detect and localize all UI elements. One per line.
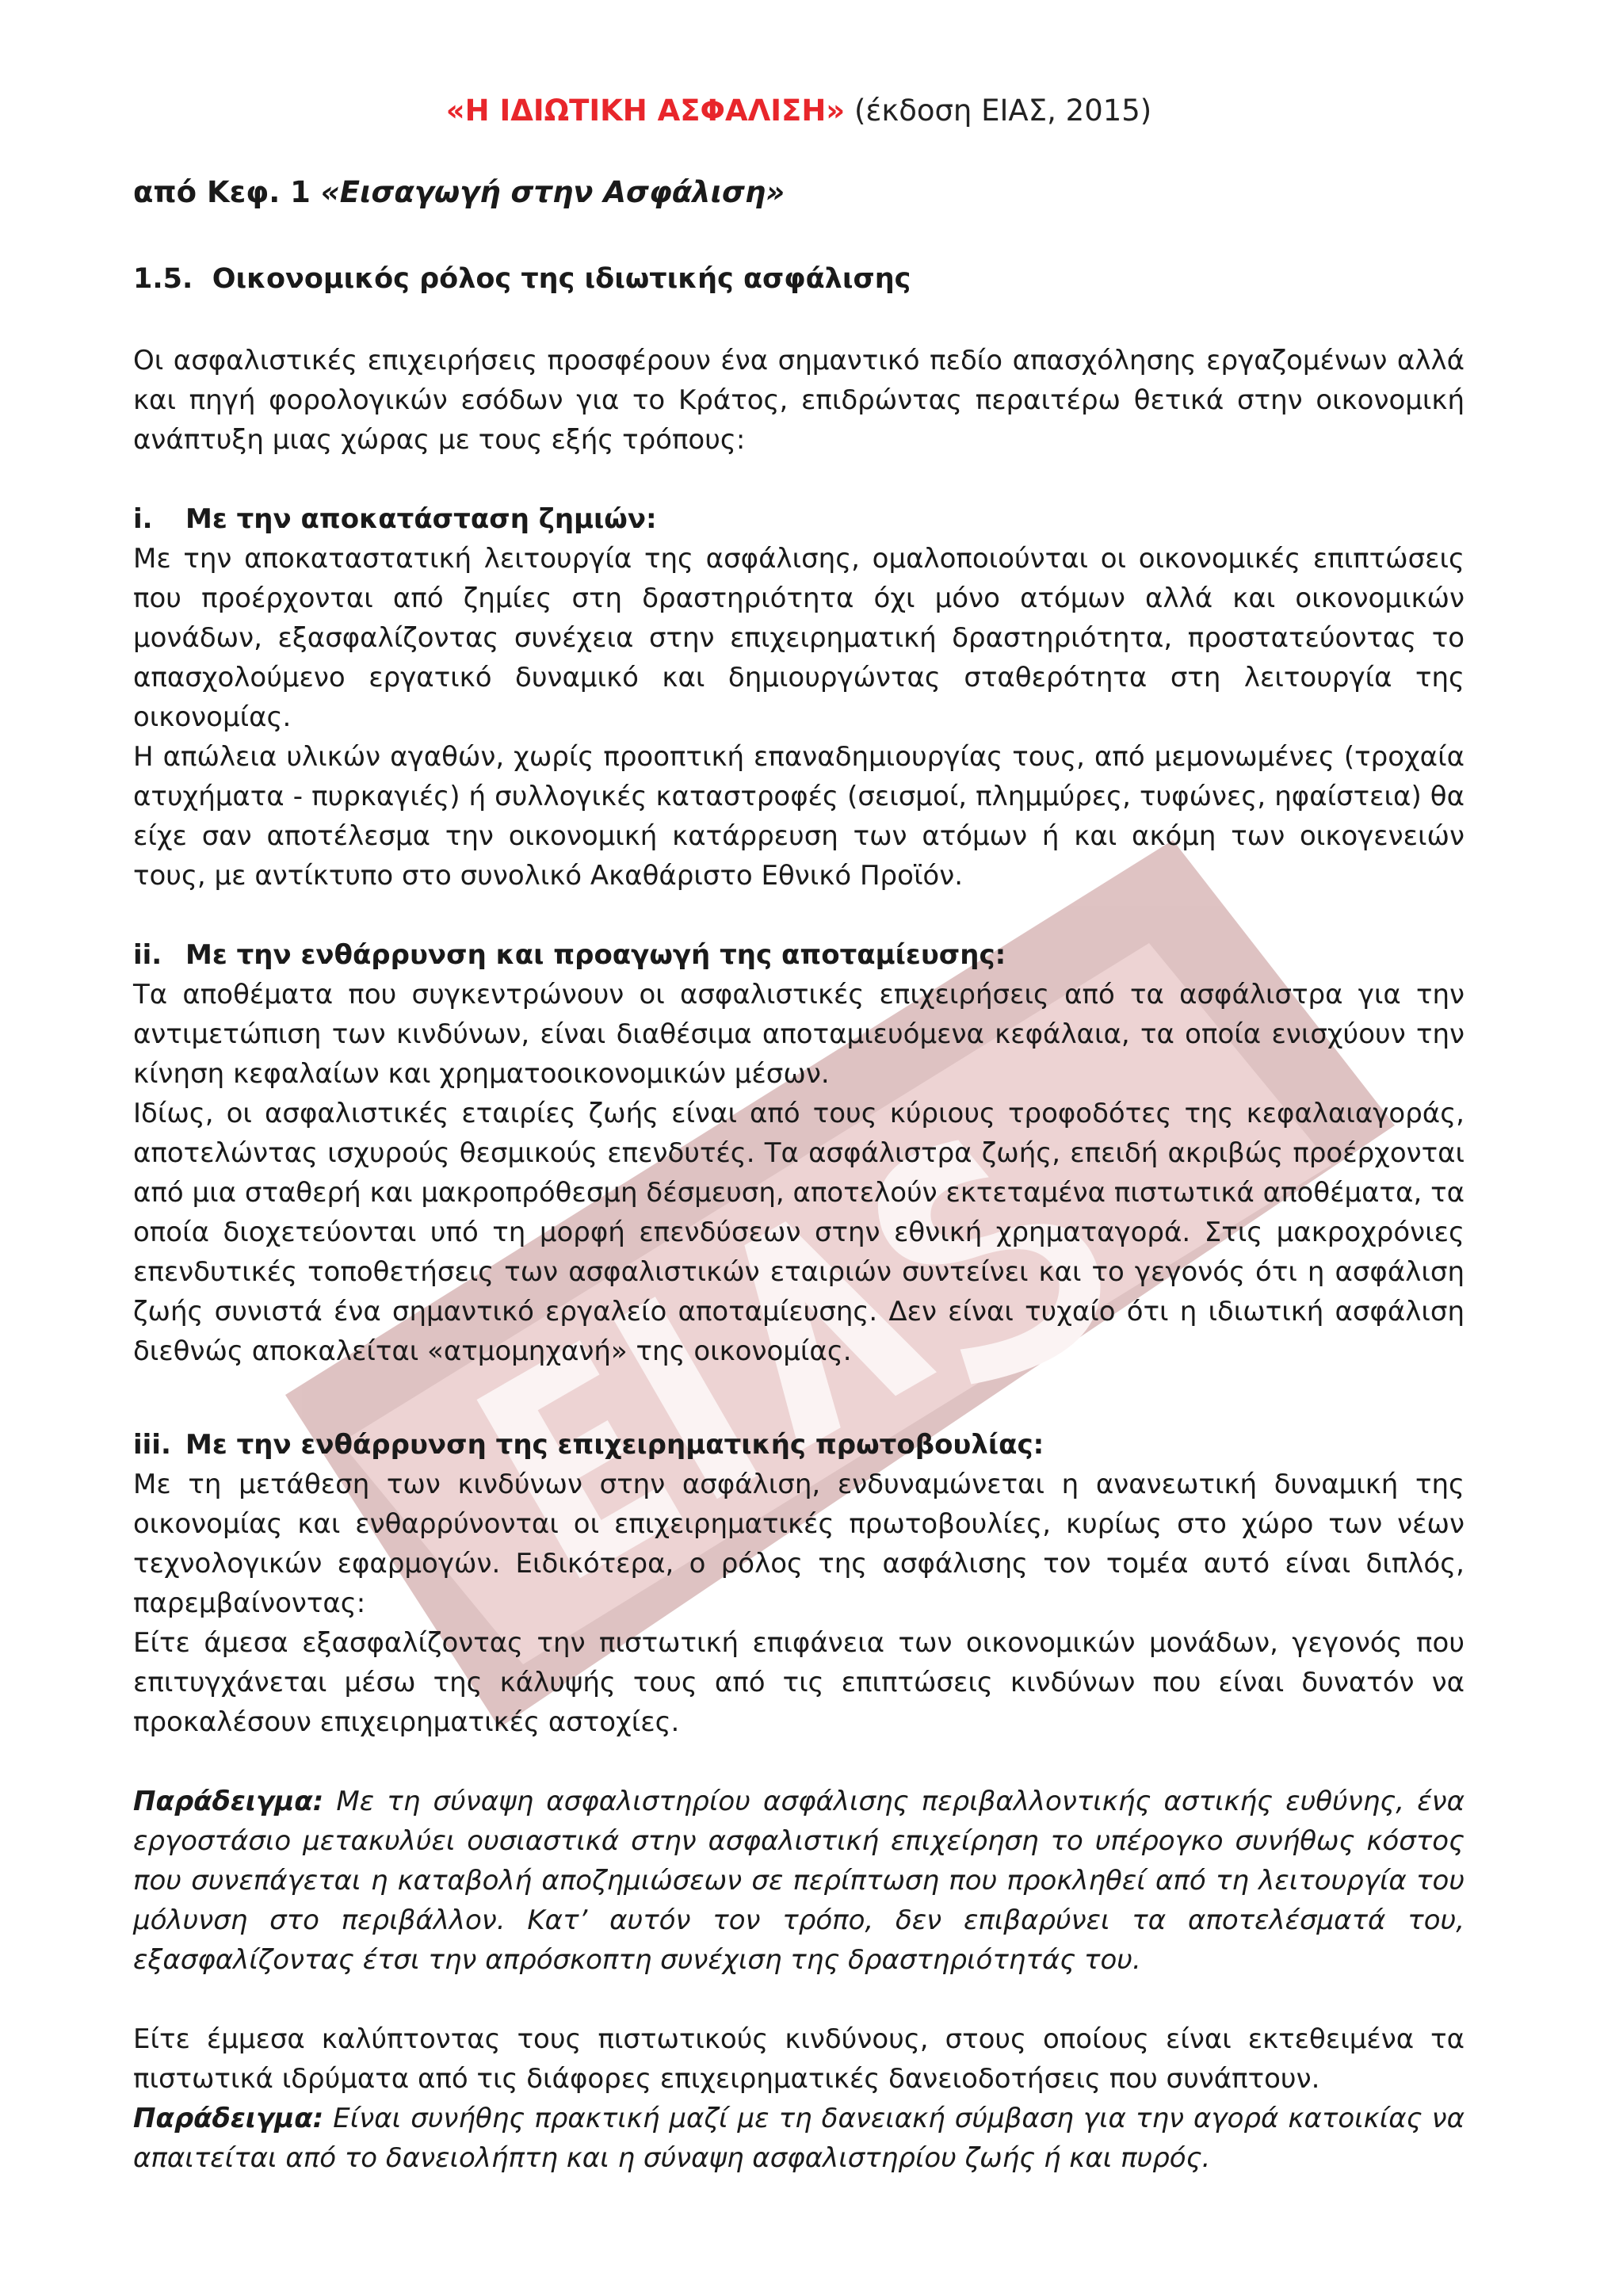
item-heading [133,499,1465,539]
title-main: «Η ΙΔΙΩΤΙΚΗ ΑΣΦΑΛΙΣΗ» [445,94,846,128]
example-paragraph [133,2099,1465,2178]
item-heading [133,1425,1465,1465]
item-title: Με την ενθάρρυνση και προαγωγή της αποταμίευσης: [185,939,1006,971]
item-paragraph: Είτε άμεσα εξασφαλίζοντας την πιστωτική επιφάνεια των οικονομικών μονάδων, γεγονός που επιτυγχάνεται μέσω της κάλυψής τους από τις επιπτώσεις κινδύνων που είναι δυνατόν να προκαλέσουν επιχειρηματικές αστοχίες. [133,1627,1465,1738]
item-number: ii. [133,939,162,971]
example-label: Παράδειγμα: [133,2103,324,2134]
item-paragraph: Με τη μετάθεση των κινδύνων στην ασφάλιση, ενδυναμώνεται η ανανεωτική δυναμική της οικονομίας και ενθαρρύνονται οι επιχειρηματικές πρωτοβουλίες, κυρίως στο χώρο των νέων τεχνολογικών εφαρμογών. Ειδικότερα, ο ρόλος της ασφάλισης τον τομέα αυτό είναι διπλός, παρεμβαίνοντας: [133,1469,1465,1619]
item-number: i. [133,503,153,535]
chapter-heading [133,175,1465,209]
example-text: Είναι συνήθης πρακτική μαζί με τη δανειακή σύμβαση για την αγορά κατοικίας να απαιτείται από το δανειολήπτη και η σύναψη ασφαλιστηρίου ζωής ή και πυρός. [133,2103,1465,2174]
item-paragraph: Με την αποκαταστατική λειτουργία της ασφάλισης, ομαλοποιούνται οι οικονομικές επιπτώσεις που προέρχονται από ζημίες στη δραστηριότητα όχι μόνο ατόμων αλλά και οικονομικών μονάδων, εξασφαλίζοντας συνέχεια στην επιχειρηματική δραστηριότητα, προστατεύοντας το απασχολούμενο εργατικό δυναμικό και δημιουργώντας σταθερότητα στη λειτουργία της οικονομίας. [133,543,1465,733]
section-heading [133,263,1465,295]
item-heading [133,935,1465,975]
indirect-paragraph: Είτε έμμεσα καλύπτοντας τους πιστωτικούς κινδύνους, στους οποίους είναι εκτεθειμένα τα πιστωτικά ιδρύματα από τις διάφορες επιχειρηματικές δανειοδοτήσεις που συνάπτουν. [133,2023,1465,2095]
item-title: Με την αποκατάσταση ζημιών: [185,503,657,535]
document-page [133,94,1465,2178]
chapter-name: «Εισαγωγή στην Ασφάλιση» [320,175,785,209]
document-title [133,94,1465,128]
section-title: Οικονομικός ρόλος της ιδιωτικής ασφάλισης [212,263,911,295]
example-text: Με τη σύναψη ασφαλιστηρίου ασφάλισης περιβαλλοντικής αστικής ευθύνης, ένα εργοστάσιο μετακυλύει ουσιαστικά στην ασφαλιστική επιχείρηση το υπέρογκο συνήθως κόστος που συνεπάγεται η καταβολή αποζημιώσεων σε περίπτωση που προκληθεί από τη λειτουργία του μόλυνση στο περιβάλλον. Κατ’ αυτόν τον τρόπο, δεν επιβαρύνει τα αποτελέσματά του, εξασφαλίζοντας έτσι την απρόσκοπτη συνέχιση της δραστηριότητάς του. [133,1786,1465,1976]
item-paragraph: Τα αποθέματα που συγκεντρώνουν οι ασφαλιστικές επιχειρήσεις από τα ασφάλιστρα για την αντιμετώπιση των κινδύνων, είναι διαθέσιμα αποταμιευόμενα κεφάλαια, τα οποία ενισχύουν την κίνηση κεφαλαίων και χρηματοοικονομικών μέσων. [133,979,1465,1090]
intro-paragraph: Οι ασφαλιστικές επιχειρήσεις προσφέρουν ένα σημαντικό πεδίο απασχόλησης εργαζομένων αλλά και πηγή φορολογικών εσόδων για το Κράτος, επιδρώντας περαιτέρω θετικά στην οικονομική ανάπτυξη μιας χώρας με τους εξής τρόπους: [133,345,1465,456]
section-number: 1.5. [133,263,193,295]
chapter-prefix: από Κεφ. 1 [133,175,321,209]
item-title: Με την ενθάρρυνση της επιχειρηματικής πρωτοβουλίας: [185,1429,1044,1461]
item-paragraph: Η απώλεια υλικών αγαθών, χωρίς προοπτική επαναδημιουργίας τους, από μεμονωμένες (τροχαία ατυχήματα - πυρκαγιές) ή συλλογικές καταστροφές (σεισμοί, πλημμύρες, τυφώνες, ηφαίστεια) θα είχε σαν αποτέλεσμα την οικονομική κατάρρευση των ατόμων ή και ακόμη των οικογενειών τους, με αντίκτυπο στο συνολικό Ακαθάριστο Εθνικό Προϊόν. [133,741,1465,892]
example-paragraph [133,1782,1465,1980]
item-paragraph: Ιδίως, οι ασφαλιστικές εταιρίες ζωής είναι από τους κύριους τροφοδότες της κεφαλαιαγοράς, αποτελώντας ισχυρούς θεσμικούς επενδυτές. Τα ασφάλιστρα ζωής, επειδή ακριβώς προέρχονται από μια σταθερή και μακροπρόθεσμη δέσμευση, αποτελούν εκτεταμένα πιστωτικά αποθέματα, τα οποία διοχετεύονται υπό τη μορφή επενδύσεων στην εθνική χρηματαγορά. Στις μακροχρόνιες επενδυτικές τοποθετήσεις των ασφαλιστικών εταιριών συντείνει και το γεγονός ότι η ασφάλιση ζωής συνιστά ένα σημαντικό εργαλείο αποταμίευσης. Δεν είναι τυχαίο ότι η ιδιωτική ασφάλιση διεθνώς αποκαλείται «ατμομηχανή» της οικονομίας. [133,1098,1465,1367]
item-number: iii. [133,1429,171,1461]
example-label: Παράδειγμα: [133,1786,324,1817]
title-edition: (έκδοση ΕΙΑΣ, 2015) [854,94,1152,128]
